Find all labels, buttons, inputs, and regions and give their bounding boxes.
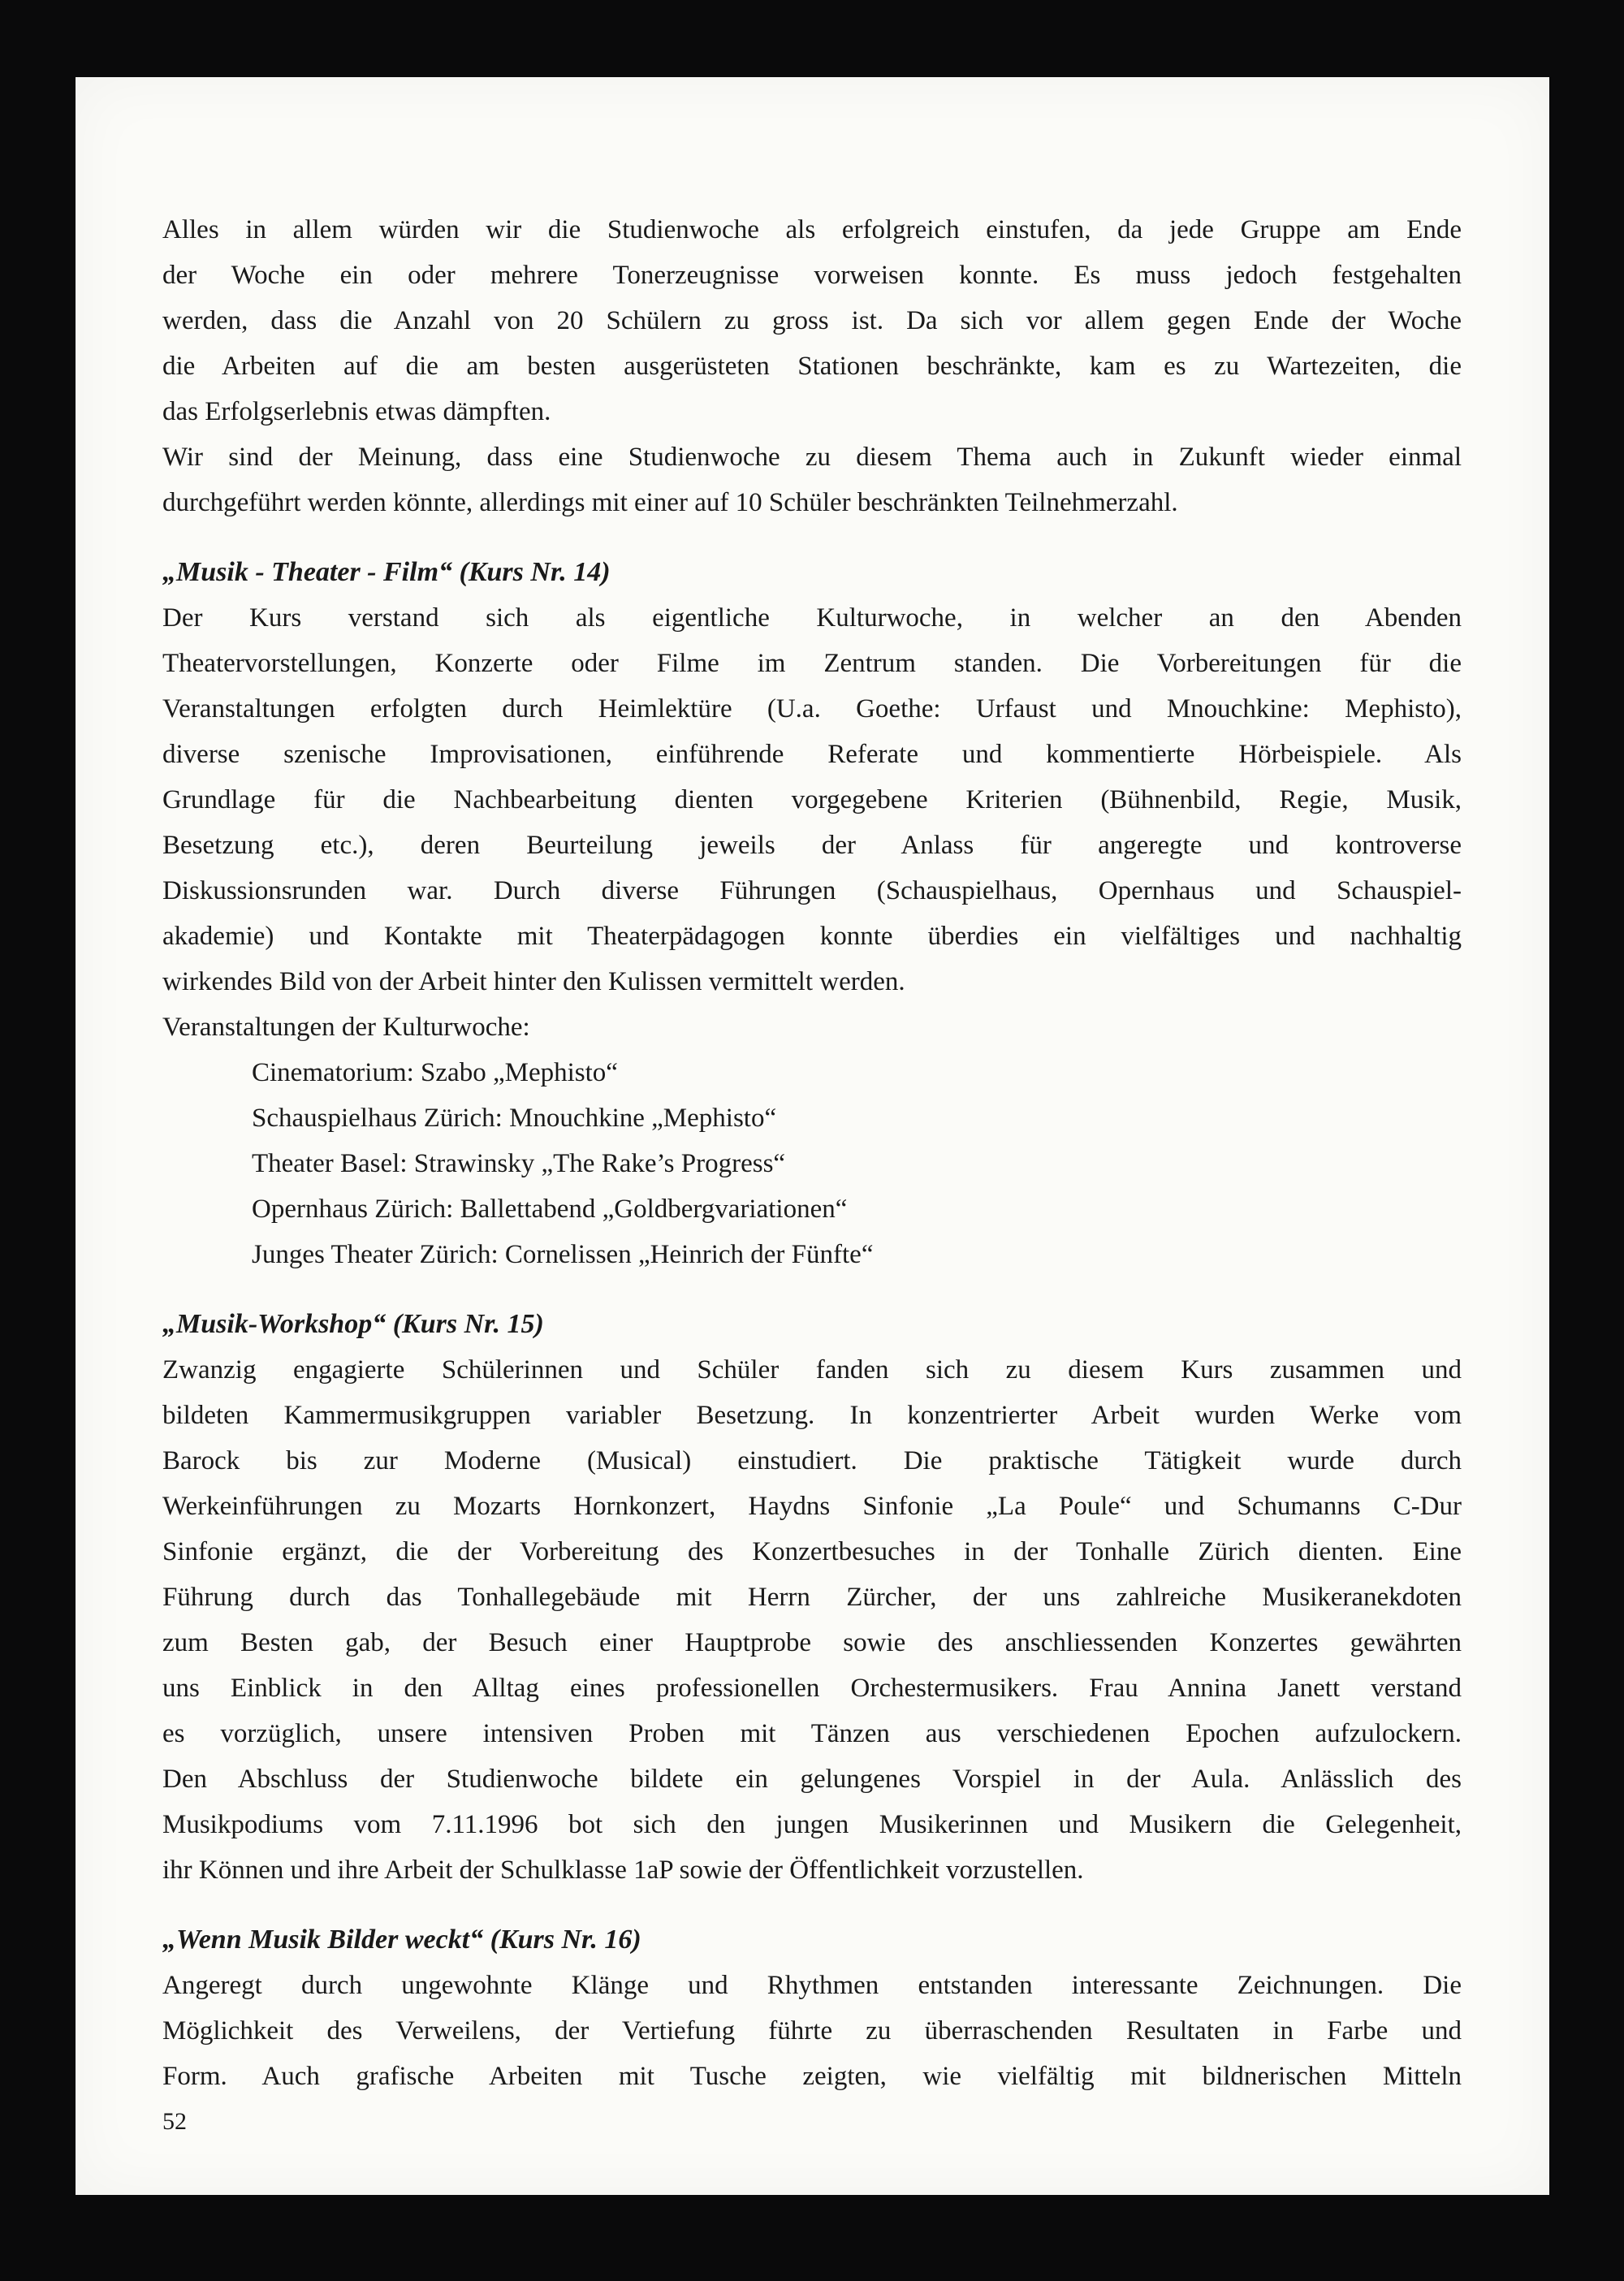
text-line: Veranstaltungen erfolgten durch Heimlektüre (U.a. Goethe: Urfaust und Mnouchkine: Mephisto),: [162, 694, 1462, 724]
text-line: Veranstaltungen der Kulturwoche:: [162, 1013, 530, 1042]
text-line: Besetzung etc.), deren Beurteilung jeweils der Anlass für angeregte und kontroverse: [162, 831, 1462, 860]
list-item: Schauspielhaus Zürich: Mnouchkine „Mephisto“: [252, 1104, 777, 1133]
paragraph-studienwoche-fazit: [162, 207, 1462, 434]
text-line: Sinfonie ergänzt, die der Vorbereitung des Konzertbesuches in der Tonhalle Zürich dienten. Eine: [162, 1537, 1462, 1566]
text-line: Grundlage für die Nachbearbeitung dienten vorgegebene Kriterien (Bühnenbild, Regie, Musik,: [162, 785, 1462, 814]
text-line: Zwanzig engagierte Schülerinnen und Schüler fanden sich zu diesem Kurs zusammen und: [162, 1355, 1462, 1385]
text-line: akademie) und Kontakte mit Theaterpädagogen konnte überdies ein vielfältiges und nachhaltig: [162, 922, 1462, 951]
list-veranstaltungen-kulturwoche: [252, 1050, 1462, 1277]
text-line: Der Kurs verstand sich als eigentliche Kulturwoche, in welcher an den Abenden: [162, 603, 1462, 633]
text-line: Diskussionsrunden war. Durch diverse Führungen (Schauspielhaus, Opernhaus und Schauspiel-: [162, 876, 1462, 905]
text-line: werden, dass die Anzahl von 20 Schülern zu gross ist. Da sich vor allem gegen Ende der Woche: [162, 306, 1462, 335]
page-number: 52: [162, 2108, 187, 2135]
text-column: [162, 207, 1462, 2145]
text-line: wirkendes Bild von der Arbeit hinter den Kulissen vermittelt werden.: [162, 967, 905, 996]
paragraph-kurs-16: [162, 1963, 1462, 2099]
heading-kurs-15: „Musik-Workshop“ (Kurs Nr. 15): [162, 1309, 544, 1339]
text-line: diverse szenische Improvisationen, einführende Referate und kommentierte Hörbeispiele. Als: [162, 740, 1462, 769]
text-line: Musikpodiums vom 7.11.1996 bot sich den jungen Musikerinnen und Musikern die Gelegenheit,: [162, 1810, 1462, 1839]
text-line: Form. Auch grafische Arbeiten mit Tusche zeigten, wie vielfältig mit bildnerischen Mitteln: [162, 2062, 1462, 2091]
text-line: Barock bis zur Moderne (Musical) einstudiert. Die praktische Tätigkeit wurde durch: [162, 1446, 1462, 1475]
text-line: Führung durch das Tonhallegebäude mit Herrn Zürcher, der uns zahlreiche Musikeranekdoten: [162, 1583, 1462, 1612]
text-line: zum Besten gab, der Besuch einer Hauptprobe sowie des anschliessenden Konzertes gewährten: [162, 1628, 1462, 1657]
text-line: Alles in allem würden wir die Studienwoche als erfolgreich einstufen, da jede Gruppe am Ende: [162, 215, 1462, 244]
text-line: Werkeinführungen zu Mozarts Hornkonzert, Haydns Sinfonie „La Poule“ und Schumanns C-Dur: [162, 1492, 1462, 1521]
list-item: Junges Theater Zürich: Cornelissen „Heinrich der Fünfte“: [252, 1240, 874, 1269]
heading-kurs-16: „Wenn Musik Bilder weckt“ (Kurs Nr. 16): [162, 1925, 641, 1955]
label-veranstaltungen-kulturwoche: [162, 1004, 1462, 1050]
text-line: die Arbeiten auf die am besten ausgerüsteten Stationen beschränkte, kam es zu Wartezeiten, die: [162, 352, 1462, 381]
text-line: durchgeführt werden könnte, allerdings mit einer auf 10 Schüler beschränkten Teilnehmerzahl.: [162, 488, 1178, 517]
text-line: Wir sind der Meinung, dass eine Studienwoche zu diesem Thema auch in Zukunft wieder einmal: [162, 443, 1462, 472]
text-line: Möglichkeit des Verweilens, der Vertiefung führte zu überraschenden Resultaten in Farbe und: [162, 2016, 1462, 2046]
text-line: es vorzüglich, unsere intensiven Proben mit Tänzen aus verschiedenen Epochen aufzulockern.: [162, 1719, 1462, 1748]
list-item: Cinematorium: Szabo „Mephisto“: [252, 1058, 618, 1087]
document-page: [76, 77, 1549, 2195]
text-line: Den Abschluss der Studienwoche bildete ein gelungenes Vorspiel in der Aula. Anlässlich des: [162, 1765, 1462, 1794]
text-line: Theatervorstellungen, Konzerte oder Filme im Zentrum standen. Die Vorbereitungen für die: [162, 649, 1462, 678]
heading-kurs-14: „Musik - Theater - Film“ (Kurs Nr. 14): [162, 557, 611, 587]
paragraph-kurs-14: [162, 595, 1462, 1004]
text-line: bildeten Kammermusikgruppen variabler Besetzung. In konzentrierter Arbeit wurden Werke vom: [162, 1401, 1462, 1430]
paragraph-kurs-15: [162, 1347, 1462, 1893]
text-line: das Erfolgserlebnis etwas dämpften.: [162, 397, 551, 426]
text-line: uns Einblick in den Alltag eines professionellen Orchestermusikers. Frau Annina Janett verstand: [162, 1674, 1462, 1703]
list-item: Theater Basel: Strawinsky „The Rake’s Progress“: [252, 1149, 786, 1178]
text-line: der Woche ein oder mehrere Tonerzeugnisse vorweisen konnte. Es muss jedoch festgehalten: [162, 261, 1462, 290]
list-item: Opernhaus Zürich: Ballettabend „Goldbergvariationen“: [252, 1195, 848, 1224]
paragraph-meinung-zukunft: [162, 434, 1462, 525]
text-line: Angeregt durch ungewohnte Klänge und Rhythmen entstanden interessante Zeichnungen. Die: [162, 1971, 1462, 2000]
text-line: ihr Können und ihre Arbeit der Schulklasse 1aP sowie der Öffentlichkeit vorzustellen.: [162, 1855, 1084, 1885]
blocks-host: [162, 207, 1462, 2099]
